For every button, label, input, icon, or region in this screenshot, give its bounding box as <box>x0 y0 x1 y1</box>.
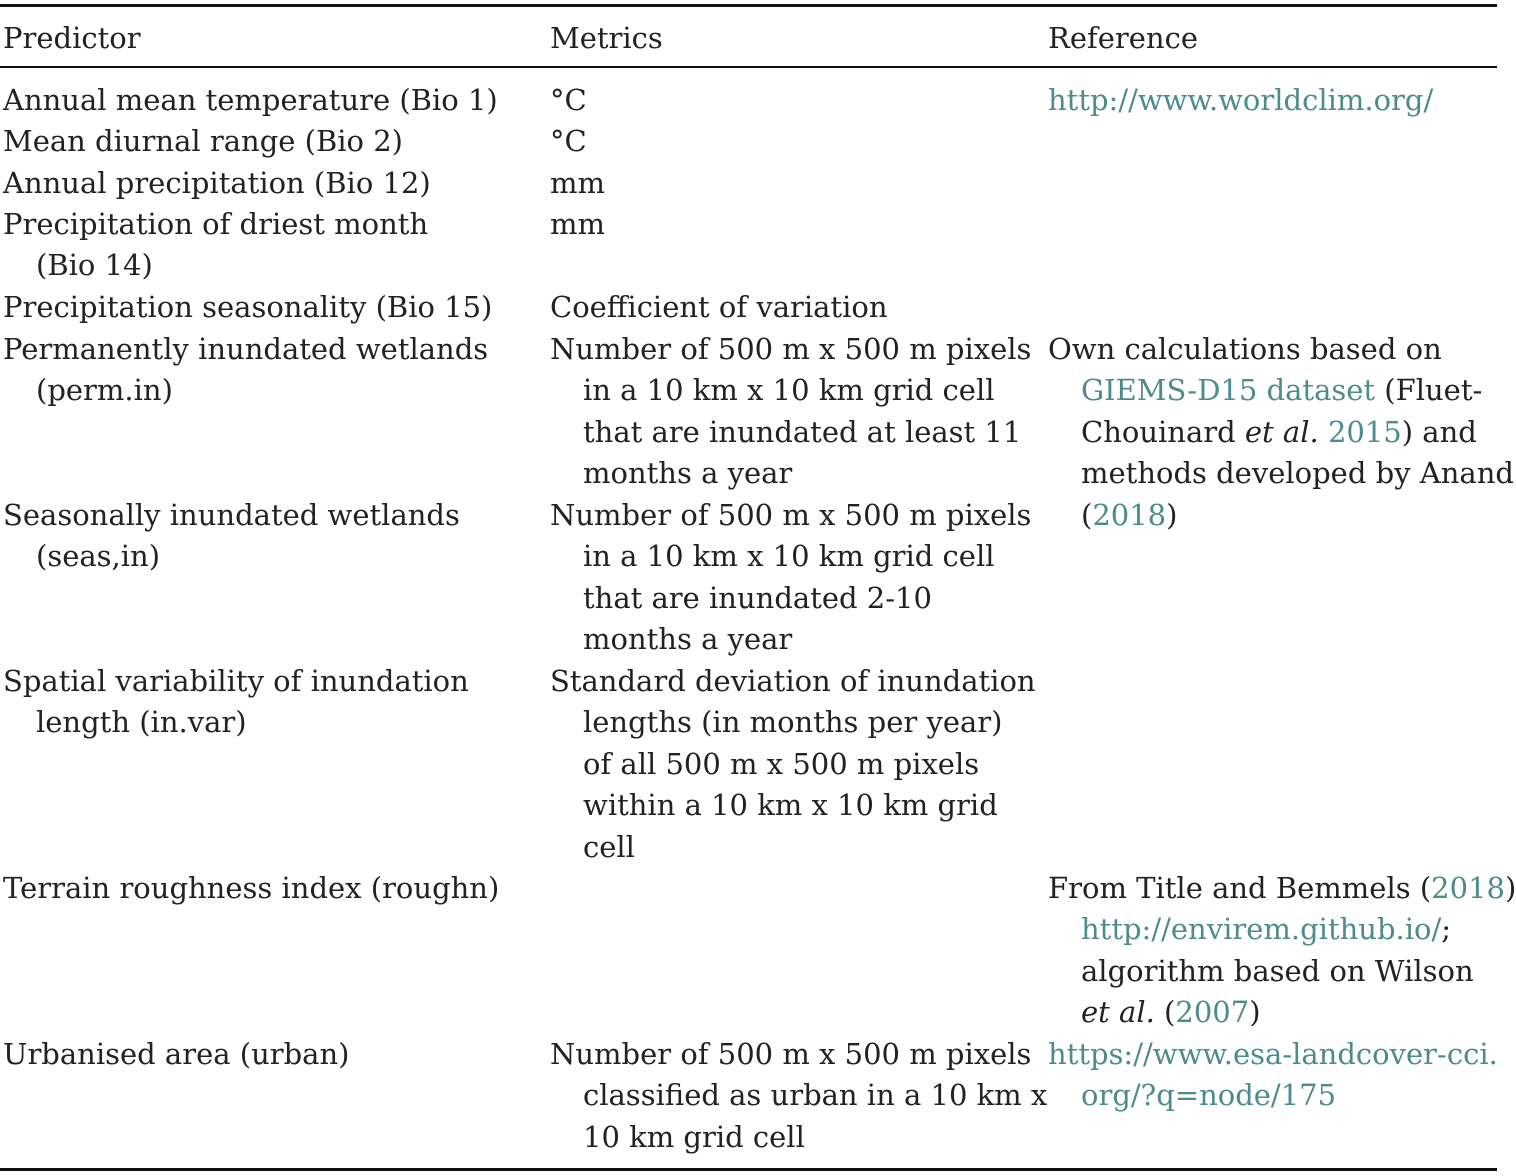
worldclim-link[interactable]: http://www.worldclim.org/ <box>1048 83 1434 117</box>
reference-text: ) <box>1166 497 1178 532</box>
table-row-urban-reference <box>1048 1034 1498 1117</box>
table-row-bio2-metrics: °C <box>550 124 587 158</box>
table-row-bio1-metrics: °C <box>550 83 587 117</box>
metrics-line: cell <box>583 829 635 864</box>
metrics-line: of all 500 m x 500 m pixels <box>583 746 980 781</box>
metrics-line: within a 10 km x 10 km grid <box>583 788 998 823</box>
metrics-line: Number of 500 m x 500 m pixels <box>550 332 1032 366</box>
table-row-seasin-metrics <box>550 495 1031 661</box>
reference-line <box>1048 992 1516 1033</box>
metrics-line: in a 10 km x 10 km grid cell <box>583 539 995 574</box>
metrics-line: in a 10 km x 10 km grid cell <box>583 373 995 408</box>
header-reference: Reference <box>1048 21 1198 55</box>
reference-line: methods developed by Anand <box>1081 456 1514 491</box>
table-row-roughn-predictor: Terrain roughness index (roughn) <box>3 871 500 905</box>
table-bottom-rule <box>0 1168 1497 1171</box>
table-row-bio12-predictor: Annual precipitation (Bio 12) <box>3 166 431 200</box>
reference-text <box>1319 415 1328 449</box>
reference-line: Own calculations based on <box>1048 332 1442 366</box>
reference-text: ) and <box>1401 414 1477 449</box>
table-row-bio12-metrics: mm <box>550 166 605 200</box>
metrics-line: Number of 500 m x 500 m pixels <box>550 1037 1032 1071</box>
envirem-link[interactable]: http://envirem.github.io/ <box>1081 912 1442 947</box>
metrics-line: lengths (in months per year) <box>583 705 1003 740</box>
predictor-line: Precipitation of driest month <box>3 207 429 241</box>
table-row-bio15-metrics: Coefficient of variation <box>550 290 888 324</box>
predictor-line: (perm.in) <box>36 373 173 408</box>
table-row-roughn-reference <box>1048 868 1516 1034</box>
citation-year-link[interactable]: 2007 <box>1175 995 1250 1030</box>
predictor-line: Spatial variability of inundation <box>3 664 469 698</box>
table-row-bio14-metrics: mm <box>550 207 605 241</box>
esa-landcover-link-cont[interactable]: org/?q=node/175 <box>1081 1078 1337 1113</box>
reference-line: algorithm based on Wilson <box>1081 953 1474 988</box>
table-row-permin-predictor <box>3 329 488 412</box>
table-row-seasin-predictor <box>3 495 460 578</box>
predictor-line: Seasonally inundated wetlands <box>3 498 460 532</box>
metrics-line: classified as urban in a 10 km x <box>583 1078 1048 1113</box>
table-row-bio1-predictor: Annual mean temperature (Bio 1) <box>3 83 498 117</box>
reference-text: ( <box>1154 995 1176 1030</box>
reference-line <box>1048 370 1514 411</box>
reference-text: From Title and Bemmels ( <box>1048 871 1432 905</box>
reference-text: ) <box>1504 871 1516 905</box>
reference-text: ; <box>1441 912 1452 947</box>
table-row-bio14-predictor <box>3 204 428 287</box>
reference-line <box>1048 412 1514 453</box>
metrics-line: 10 km grid cell <box>583 1119 805 1154</box>
table-top-rule <box>0 4 1497 7</box>
esa-landcover-link[interactable]: https://www.esa-landcover-cci. <box>1048 1037 1498 1071</box>
table-row-urban-metrics <box>550 1034 1047 1158</box>
metrics-line: that are inundated 2-10 <box>583 580 932 615</box>
reference-text: (Fluet- <box>1375 373 1483 408</box>
predictor-line: Permanently inundated wetlands <box>3 332 489 366</box>
reference-etal: et al. <box>1244 414 1319 449</box>
citation-year-link[interactable]: 2018 <box>1431 871 1505 905</box>
metrics-line: that are inundated at least 11 <box>583 414 1022 449</box>
table-row-permin-metrics <box>550 329 1031 495</box>
metrics-line: Standard deviation of inundation <box>550 664 1036 698</box>
reference-text: ) <box>1249 995 1261 1030</box>
metrics-line: Number of 500 m x 500 m pixels <box>550 498 1032 532</box>
table-row-invar-predictor <box>3 661 469 744</box>
metrics-line: months a year <box>583 456 793 491</box>
table-row-urban-predictor: Urbanised area (urban) <box>3 1037 350 1071</box>
table-row-bio15-predictor: Precipitation seasonality (Bio 15) <box>3 290 493 324</box>
reference-etal: et al. <box>1081 995 1155 1030</box>
giems-dataset-link[interactable]: GIEMS-D15 dataset <box>1081 373 1376 408</box>
reference-text: ( <box>1081 497 1093 532</box>
reference-line <box>1048 495 1514 536</box>
table-header-rule <box>0 66 1497 68</box>
predictor-line: (Bio 14) <box>36 248 153 283</box>
citation-year-link[interactable]: 2018 <box>1092 497 1167 532</box>
table-row-bio2-predictor: Mean diurnal range (Bio 2) <box>3 124 403 158</box>
header-metrics: Metrics <box>550 21 663 55</box>
predictor-line: length (in.var) <box>36 705 247 740</box>
citation-year-link[interactable]: 2015 <box>1327 414 1402 449</box>
header-predictor: Predictor <box>3 21 141 55</box>
table-row-invar-metrics <box>550 661 1036 868</box>
reference-line <box>1048 868 1516 909</box>
reference-text: Chouinard <box>1081 414 1245 449</box>
table-row-permin-reference <box>1048 329 1514 536</box>
predictor-line: (seas,in) <box>36 539 161 574</box>
reference-line <box>1048 909 1516 950</box>
metrics-line: months a year <box>583 622 793 657</box>
